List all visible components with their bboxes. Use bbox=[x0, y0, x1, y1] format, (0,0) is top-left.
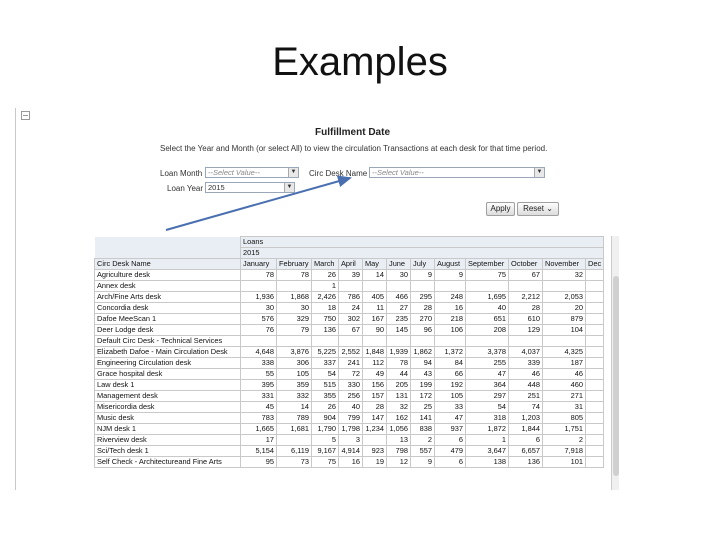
panel-border bbox=[15, 108, 16, 490]
loan-count-cell: 94 bbox=[411, 358, 435, 369]
loan-count-cell bbox=[586, 270, 604, 281]
loan-count-cell bbox=[241, 336, 277, 347]
loan-count-cell: 3 bbox=[339, 435, 363, 446]
loan-count-cell: 395 bbox=[241, 380, 277, 391]
column-header: Circ Desk Name bbox=[95, 259, 241, 270]
desk-name-cell: Management desk bbox=[95, 391, 241, 402]
loan-year-label: Loan Year bbox=[167, 184, 204, 193]
reset-button[interactable] bbox=[517, 202, 559, 216]
loan-count-cell: 78 bbox=[387, 358, 411, 369]
table-row bbox=[95, 369, 604, 380]
loan-count-cell bbox=[586, 435, 604, 446]
loan-count-cell: 6 bbox=[435, 457, 466, 468]
loan-count-cell: 79 bbox=[277, 325, 312, 336]
loan-count-cell: 331 bbox=[241, 391, 277, 402]
desk-name-cell: Self Check - Architectureand Fine Arts bbox=[95, 457, 241, 468]
loan-count-cell: 6 bbox=[435, 435, 466, 446]
loan-count-cell: 46 bbox=[509, 369, 543, 380]
loan-count-cell bbox=[586, 446, 604, 457]
scrollbar-thumb[interactable] bbox=[613, 276, 619, 476]
loan-count-cell: 18 bbox=[312, 303, 339, 314]
loan-count-cell: 9 bbox=[411, 457, 435, 468]
loan-count-cell: 6,657 bbox=[509, 446, 543, 457]
loan-count-cell: 24 bbox=[339, 303, 363, 314]
loan-count-cell bbox=[339, 281, 363, 292]
loan-count-cell bbox=[586, 424, 604, 435]
loan-count-cell: 338 bbox=[241, 358, 277, 369]
loan-count-cell: 218 bbox=[435, 314, 466, 325]
loan-count-cell: 136 bbox=[312, 325, 339, 336]
loan-count-cell: 6,119 bbox=[277, 446, 312, 457]
loan-count-cell: 172 bbox=[411, 391, 435, 402]
loan-count-cell bbox=[277, 435, 312, 446]
loan-count-cell bbox=[586, 369, 604, 380]
column-header: May bbox=[363, 259, 387, 270]
loan-count-cell: 208 bbox=[466, 325, 509, 336]
loan-month-placeholder: --Select Value-- bbox=[208, 168, 260, 177]
desk-name-cell: Annex desk bbox=[95, 281, 241, 292]
loan-count-cell: 7,918 bbox=[543, 446, 586, 457]
report-title: Fulfillment Date bbox=[315, 127, 391, 138]
loan-count-cell: 1,372 bbox=[435, 347, 466, 358]
loan-count-cell: 937 bbox=[435, 424, 466, 435]
loan-count-cell: 515 bbox=[312, 380, 339, 391]
slide-title: Examples bbox=[272, 40, 448, 84]
loan-count-cell: 364 bbox=[466, 380, 509, 391]
table-row bbox=[95, 380, 604, 391]
loan-count-cell: 576 bbox=[241, 314, 277, 325]
loan-count-cell: 2,053 bbox=[543, 292, 586, 303]
loan-count-cell bbox=[586, 457, 604, 468]
loan-count-cell: 84 bbox=[435, 358, 466, 369]
loan-count-cell: 74 bbox=[509, 402, 543, 413]
loan-count-cell bbox=[435, 281, 466, 292]
loan-count-cell: 33 bbox=[435, 402, 466, 413]
loan-count-cell: 43 bbox=[411, 369, 435, 380]
desk-name-cell: Music desk bbox=[95, 413, 241, 424]
loan-count-cell: 359 bbox=[277, 380, 312, 391]
loan-count-cell: 3,647 bbox=[466, 446, 509, 457]
loan-count-cell: 460 bbox=[543, 380, 586, 391]
table-row bbox=[95, 391, 604, 402]
table-row bbox=[95, 336, 604, 347]
loan-count-cell: 90 bbox=[363, 325, 387, 336]
loan-count-cell: 49 bbox=[363, 369, 387, 380]
desk-name-cell: Misericordia desk bbox=[95, 402, 241, 413]
table-row bbox=[95, 281, 604, 292]
loan-count-cell: 26 bbox=[312, 402, 339, 413]
loan-count-cell: 9 bbox=[435, 270, 466, 281]
pivot-table bbox=[94, 236, 604, 468]
circ-desk-select[interactable] bbox=[369, 167, 545, 178]
loan-count-cell bbox=[509, 281, 543, 292]
loan-count-cell: 13 bbox=[387, 435, 411, 446]
column-header: July bbox=[411, 259, 435, 270]
table-row bbox=[95, 446, 604, 457]
loan-count-cell: 14 bbox=[277, 402, 312, 413]
loan-count-cell: 27 bbox=[387, 303, 411, 314]
loan-count-cell: 610 bbox=[509, 314, 543, 325]
circ-desk-placeholder: --Select Value-- bbox=[372, 168, 424, 177]
table-row bbox=[95, 303, 604, 314]
loan-count-cell: 295 bbox=[411, 292, 435, 303]
loan-count-cell: 96 bbox=[411, 325, 435, 336]
loan-count-cell: 405 bbox=[363, 292, 387, 303]
loan-count-cell bbox=[466, 336, 509, 347]
loan-count-cell: 2,426 bbox=[312, 292, 339, 303]
loan-count-cell: 17 bbox=[241, 435, 277, 446]
loan-count-cell: 73 bbox=[277, 457, 312, 468]
loan-count-cell: 750 bbox=[312, 314, 339, 325]
loan-count-cell: 54 bbox=[466, 402, 509, 413]
loan-count-cell: 479 bbox=[435, 446, 466, 457]
loan-count-cell: 2,212 bbox=[509, 292, 543, 303]
loan-count-cell: 256 bbox=[339, 391, 363, 402]
loan-count-cell: 337 bbox=[312, 358, 339, 369]
loan-count-cell bbox=[466, 281, 509, 292]
loan-count-cell: 145 bbox=[387, 325, 411, 336]
loan-count-cell: 39 bbox=[339, 270, 363, 281]
loan-count-cell: 330 bbox=[339, 380, 363, 391]
loan-count-cell: 136 bbox=[509, 457, 543, 468]
column-header: February bbox=[277, 259, 312, 270]
desk-name-cell: Elizabeth Dafoe - Main Circulation Desk bbox=[95, 347, 241, 358]
loan-count-cell bbox=[363, 281, 387, 292]
loan-count-cell: 805 bbox=[543, 413, 586, 424]
desk-name-cell: Default Circ Desk - Technical Services bbox=[95, 336, 241, 347]
loan-count-cell: 11 bbox=[363, 303, 387, 314]
loan-count-cell: 2 bbox=[543, 435, 586, 446]
loan-count-cell: 31 bbox=[543, 402, 586, 413]
loan-count-cell: 16 bbox=[339, 457, 363, 468]
desk-name-cell: Grace hospital desk bbox=[95, 369, 241, 380]
loan-count-cell: 205 bbox=[387, 380, 411, 391]
loan-count-cell: 1,939 bbox=[387, 347, 411, 358]
loan-count-cell bbox=[411, 281, 435, 292]
annotation-arrow bbox=[160, 170, 360, 240]
loan-count-cell bbox=[435, 336, 466, 347]
loan-count-cell: 16 bbox=[435, 303, 466, 314]
loan-count-cell: 54 bbox=[312, 369, 339, 380]
loan-count-cell: 799 bbox=[339, 413, 363, 424]
loan-count-cell: 192 bbox=[435, 380, 466, 391]
loan-count-cell: 838 bbox=[411, 424, 435, 435]
loan-count-cell: 355 bbox=[312, 391, 339, 402]
loan-count-cell: 20 bbox=[543, 303, 586, 314]
loan-count-cell: 2,552 bbox=[339, 347, 363, 358]
loan-count-cell: 55 bbox=[241, 369, 277, 380]
loan-count-cell bbox=[411, 336, 435, 347]
loan-count-cell: 30 bbox=[277, 303, 312, 314]
loan-count-cell bbox=[241, 281, 277, 292]
loan-count-cell bbox=[543, 336, 586, 347]
loan-count-cell: 129 bbox=[509, 325, 543, 336]
loan-count-cell: 651 bbox=[466, 314, 509, 325]
loan-count-cell: 45 bbox=[241, 402, 277, 413]
table-row bbox=[95, 358, 604, 369]
table-row bbox=[95, 435, 604, 446]
column-header: April bbox=[339, 259, 363, 270]
loan-count-cell: 1,751 bbox=[543, 424, 586, 435]
year-header: 2015 bbox=[241, 248, 604, 259]
loan-count-cell: 248 bbox=[435, 292, 466, 303]
apply-button[interactable]: Apply bbox=[486, 202, 515, 216]
table-row bbox=[95, 402, 604, 413]
column-header: Dec bbox=[586, 259, 604, 270]
loan-count-cell: 40 bbox=[466, 303, 509, 314]
loan-count-cell bbox=[586, 303, 604, 314]
loan-count-cell: 879 bbox=[543, 314, 586, 325]
loan-count-cell: 105 bbox=[277, 369, 312, 380]
loan-count-cell bbox=[277, 336, 312, 347]
loan-count-cell: 302 bbox=[339, 314, 363, 325]
loan-count-cell: 75 bbox=[466, 270, 509, 281]
loan-count-cell: 32 bbox=[387, 402, 411, 413]
loan-count-cell: 78 bbox=[241, 270, 277, 281]
loan-count-cell: 138 bbox=[466, 457, 509, 468]
loan-count-cell: 30 bbox=[387, 270, 411, 281]
loan-count-cell: 28 bbox=[509, 303, 543, 314]
loan-count-cell bbox=[387, 281, 411, 292]
loan-count-cell: 141 bbox=[411, 413, 435, 424]
table-row bbox=[95, 424, 604, 435]
table-row bbox=[95, 292, 604, 303]
loan-count-cell: 466 bbox=[387, 292, 411, 303]
loan-count-cell: 270 bbox=[411, 314, 435, 325]
loan-count-cell: 75 bbox=[312, 457, 339, 468]
arrow-line bbox=[166, 178, 350, 230]
column-header: March bbox=[312, 259, 339, 270]
loan-count-cell: 131 bbox=[387, 391, 411, 402]
loan-count-cell: 339 bbox=[509, 358, 543, 369]
pivot-table-container bbox=[94, 236, 611, 490]
loan-count-cell: 3,378 bbox=[466, 347, 509, 358]
loan-count-cell: 19 bbox=[363, 457, 387, 468]
loan-count-cell: 1,868 bbox=[277, 292, 312, 303]
loan-count-cell bbox=[586, 336, 604, 347]
loan-count-cell: 1,936 bbox=[241, 292, 277, 303]
reset-button-label: Reset bbox=[523, 204, 544, 213]
loan-count-cell: 5,225 bbox=[312, 347, 339, 358]
loan-count-cell: 1,848 bbox=[363, 347, 387, 358]
loan-count-cell: 67 bbox=[509, 270, 543, 281]
loan-count-cell: 4,325 bbox=[543, 347, 586, 358]
loan-count-cell: 241 bbox=[339, 358, 363, 369]
desk-name-cell: Law desk 1 bbox=[95, 380, 241, 391]
loan-count-cell: 332 bbox=[277, 391, 312, 402]
column-header: June bbox=[387, 259, 411, 270]
measure-header: Loans bbox=[241, 237, 604, 248]
loan-count-cell: 26 bbox=[312, 270, 339, 281]
loan-count-cell bbox=[277, 281, 312, 292]
loan-count-cell: 923 bbox=[363, 446, 387, 457]
loan-count-cell: 251 bbox=[509, 391, 543, 402]
loan-count-cell: 4,037 bbox=[509, 347, 543, 358]
loan-count-cell: 156 bbox=[363, 380, 387, 391]
loan-count-cell: 14 bbox=[363, 270, 387, 281]
table-corner bbox=[95, 248, 241, 259]
table-row bbox=[95, 314, 604, 325]
column-header: August bbox=[435, 259, 466, 270]
loan-count-cell bbox=[363, 435, 387, 446]
loan-count-cell: 95 bbox=[241, 457, 277, 468]
loan-count-cell: 3,876 bbox=[277, 347, 312, 358]
loan-count-cell: 1,862 bbox=[411, 347, 435, 358]
loan-count-cell bbox=[586, 358, 604, 369]
loan-count-cell: 904 bbox=[312, 413, 339, 424]
loan-count-cell: 255 bbox=[466, 358, 509, 369]
loan-count-cell: 78 bbox=[277, 270, 312, 281]
loan-count-cell: 112 bbox=[363, 358, 387, 369]
loan-count-cell: 9 bbox=[411, 270, 435, 281]
loan-count-cell bbox=[586, 314, 604, 325]
loan-count-cell: 101 bbox=[543, 457, 586, 468]
loan-count-cell: 1,234 bbox=[363, 424, 387, 435]
loan-year-value: 2015 bbox=[208, 183, 225, 192]
loan-count-cell: 1 bbox=[466, 435, 509, 446]
desk-name-cell: Concordia desk bbox=[95, 303, 241, 314]
table-scrollbar[interactable] bbox=[611, 236, 619, 490]
table-row bbox=[95, 270, 604, 281]
loan-count-cell bbox=[543, 281, 586, 292]
loan-count-cell: 12 bbox=[387, 457, 411, 468]
loan-count-cell: 5,154 bbox=[241, 446, 277, 457]
loan-count-cell: 47 bbox=[466, 369, 509, 380]
loan-count-cell bbox=[586, 281, 604, 292]
chevron-down-icon: ▼ bbox=[284, 183, 294, 192]
loan-count-cell: 2 bbox=[411, 435, 435, 446]
loan-count-cell bbox=[387, 336, 411, 347]
loan-count-cell: 235 bbox=[387, 314, 411, 325]
desk-name-cell: NJM desk 1 bbox=[95, 424, 241, 435]
loan-count-cell: 106 bbox=[435, 325, 466, 336]
loan-count-cell: 783 bbox=[241, 413, 277, 424]
loan-count-cell: 1,798 bbox=[339, 424, 363, 435]
loan-count-cell bbox=[586, 292, 604, 303]
loan-count-cell: 105 bbox=[435, 391, 466, 402]
loan-count-cell: 297 bbox=[466, 391, 509, 402]
column-header: January bbox=[241, 259, 277, 270]
loan-count-cell bbox=[586, 402, 604, 413]
chevron-down-icon: ▼ bbox=[534, 168, 544, 177]
year-row bbox=[95, 248, 604, 259]
column-header: September bbox=[466, 259, 509, 270]
loan-count-cell: 9,167 bbox=[312, 446, 339, 457]
loan-count-cell: 798 bbox=[387, 446, 411, 457]
collapse-icon[interactable] bbox=[21, 111, 30, 120]
loan-count-cell: 1,665 bbox=[241, 424, 277, 435]
loan-count-cell: 1,681 bbox=[277, 424, 312, 435]
loan-count-cell: 72 bbox=[339, 369, 363, 380]
loan-count-cell: 789 bbox=[277, 413, 312, 424]
loan-count-cell bbox=[586, 347, 604, 358]
desk-name-cell: Agriculture desk bbox=[95, 270, 241, 281]
loan-count-cell bbox=[509, 336, 543, 347]
report-screenshot bbox=[15, 108, 619, 490]
desk-name-cell: Riverview desk bbox=[95, 435, 241, 446]
loan-count-cell: 162 bbox=[387, 413, 411, 424]
loan-count-cell: 32 bbox=[543, 270, 586, 281]
report-instructions: Select the Year and Month (or select All) to view the circulation Transactions at each desk for that time period. bbox=[160, 144, 548, 153]
loan-count-cell: 187 bbox=[543, 358, 586, 369]
loan-count-cell: 306 bbox=[277, 358, 312, 369]
loan-count-cell: 5 bbox=[312, 435, 339, 446]
loan-count-cell bbox=[363, 336, 387, 347]
table-row bbox=[95, 347, 604, 358]
loan-count-cell: 167 bbox=[363, 314, 387, 325]
desk-name-cell: Deer Lodge desk bbox=[95, 325, 241, 336]
loan-count-cell: 67 bbox=[339, 325, 363, 336]
loan-count-cell: 329 bbox=[277, 314, 312, 325]
loan-count-cell: 46 bbox=[543, 369, 586, 380]
loan-count-cell: 1,056 bbox=[387, 424, 411, 435]
loan-count-cell: 104 bbox=[543, 325, 586, 336]
loan-count-cell: 318 bbox=[466, 413, 509, 424]
column-header: October bbox=[509, 259, 543, 270]
loan-count-cell: 271 bbox=[543, 391, 586, 402]
loan-count-cell: 448 bbox=[509, 380, 543, 391]
loan-count-cell: 25 bbox=[411, 402, 435, 413]
loan-count-cell bbox=[586, 391, 604, 402]
loan-count-cell: 28 bbox=[363, 402, 387, 413]
table-row bbox=[95, 325, 604, 336]
loan-count-cell: 30 bbox=[241, 303, 277, 314]
loan-count-cell bbox=[586, 325, 604, 336]
loan-count-cell: 47 bbox=[435, 413, 466, 424]
loan-count-cell: 157 bbox=[363, 391, 387, 402]
loan-month-label: Loan Month bbox=[160, 169, 203, 178]
loan-count-cell: 1,790 bbox=[312, 424, 339, 435]
table-row bbox=[95, 413, 604, 424]
loan-count-cell: 1,695 bbox=[466, 292, 509, 303]
loan-count-cell: 1 bbox=[312, 281, 339, 292]
loan-count-cell: 557 bbox=[411, 446, 435, 457]
loan-count-cell bbox=[312, 336, 339, 347]
loan-count-cell bbox=[339, 336, 363, 347]
loan-count-cell: 28 bbox=[411, 303, 435, 314]
loan-count-cell: 1,872 bbox=[466, 424, 509, 435]
loan-count-cell: 66 bbox=[435, 369, 466, 380]
loan-count-cell: 6 bbox=[509, 435, 543, 446]
loan-count-cell: 1,203 bbox=[509, 413, 543, 424]
desk-name-cell: Engineering Circulation desk bbox=[95, 358, 241, 369]
loan-count-cell: 147 bbox=[363, 413, 387, 424]
desk-name-cell: Dafoe MeeScan 1 bbox=[95, 314, 241, 325]
column-header: November bbox=[543, 259, 586, 270]
loan-count-cell: 1,844 bbox=[509, 424, 543, 435]
table-row bbox=[95, 457, 604, 468]
desk-name-cell: Arch/Fine Arts desk bbox=[95, 292, 241, 303]
loan-count-cell: 199 bbox=[411, 380, 435, 391]
circ-desk-label: Circ Desk Name bbox=[309, 169, 368, 178]
loan-count-cell bbox=[586, 380, 604, 391]
loan-count-cell bbox=[586, 413, 604, 424]
chevron-down-icon: ▼ bbox=[288, 168, 298, 177]
desk-name-cell: Sci/Tech desk 1 bbox=[95, 446, 241, 457]
loan-count-cell: 4,914 bbox=[339, 446, 363, 457]
loan-count-cell: 40 bbox=[339, 402, 363, 413]
loan-count-cell: 786 bbox=[339, 292, 363, 303]
loan-count-cell: 76 bbox=[241, 325, 277, 336]
loan-count-cell: 4,648 bbox=[241, 347, 277, 358]
loan-count-cell: 44 bbox=[387, 369, 411, 380]
column-header-row bbox=[95, 259, 604, 270]
chevron-down-icon: ⌄ bbox=[546, 204, 553, 213]
